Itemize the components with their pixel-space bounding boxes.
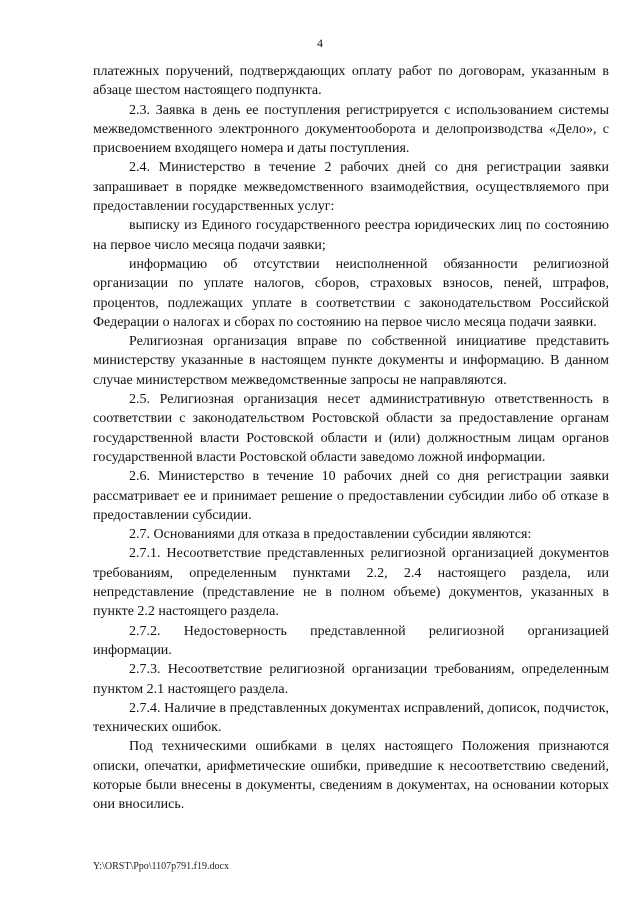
document-body [93, 62, 609, 815]
paragraph-technical-errors: Под техническими ошибками в целях настоящего Положения признаются описки, опечатки, арифметические ошибки, приведшие к несоответствию сведений, которые были внесены в документы, сведениям в документах, на основании которых они вносились. [93, 739, 609, 813]
paragraph-2-6: 2.6. Министерство в течение 10 рабочих дней со дня регистрации заявки рассматривает ее и принимает решение о предоставлении субсидии либо об отказе в предоставлении субсидии. [93, 469, 609, 523]
file-path-footer: Y:\ORST\Ppo\1107p791.f19.docx [93, 861, 229, 872]
paragraph-continuation: платежных поручений, подтверждающих оплату работ по договорам, указанным в абзаце шестом настоящего подпункта. [93, 64, 609, 99]
paragraph-2-7-1: 2.7.1. Несоответствие представленных религиозной организацией документов требованиям, определенным пунктами 2.2, 2.4 настоящего раздела, или непредставление (представление не в полном объеме) документов, указанных в пункте 2.2 настоящего раздела. [93, 546, 609, 620]
paragraph-2-4: 2.4. Министерство в течение 2 рабочих дней со дня регистрации заявки запрашивает в порядке межведомственного взаимодействия, осуществляемого при предоставлении государственных услуг: [93, 160, 609, 215]
page-number: 4 [317, 36, 323, 50]
paragraph-tax-information: информацию об отсутствии неисполненной обязанности религиозной организации по уплате налогов, сборов, страховых взносов, пеней, штрафов, процентов, подлежащих уплате в соответствии с законодательством Российской Федерации о налогах и сборах по состоянию на первое число месяца подачи заявки. [93, 256, 609, 330]
paragraph-egrul-extract: выписку из Единого государственного реестра юридических лиц по состоянию на первое число месяца подачи заявки; [93, 218, 609, 253]
paragraph-2-7-4: 2.7.4. Наличие в представленных документах исправлений, дописок, подчисток, технических ошибок. [93, 700, 609, 736]
paragraph-2-7-2: 2.7.2. Недостоверность представленной религиозной организацией информации. [93, 623, 609, 658]
paragraph-2-7-3: 2.7.3. Несоответствие религиозной организации требованиям, определенным пунктом 2.1 настоящего раздела. [93, 662, 609, 697]
paragraph-2-7: 2.7. Основаниями для отказа в предоставлении субсидии являются: [129, 527, 532, 543]
paragraph-own-initiative: Религиозная организация вправе по собственной инициативе представить министерству указанные в настоящем пункте документы и информацию. В данном случае министерством межведомственные запросы не направляются. [93, 334, 609, 388]
paragraph-2-3: 2.3. Заявка в день ее поступления регистрируется с использованием системы межведомственного электронного документооборота и делопроизводства «Дело», с присвоением входящего номера и даты поступления. [93, 102, 609, 157]
paragraph-2-5: 2.5. Религиозная организация несет административную ответственность в соответствии с законодательством Ростовской области за предоставление органам государственной власти Ростовской области и (или) должностным лицам органов государственной власти Ростовской области заведомо ложной информации. [93, 392, 609, 465]
